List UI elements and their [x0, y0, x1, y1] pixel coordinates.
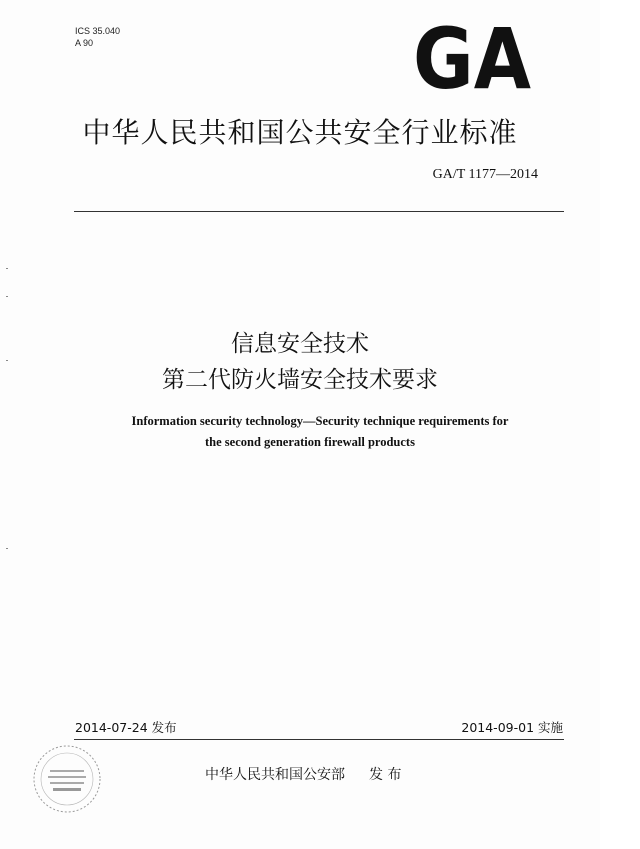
top-divider [74, 211, 564, 212]
publish-label: 发 布 [369, 767, 402, 783]
publisher-name: 中华人民共和国公安部 [205, 767, 345, 783]
ga-logo [412, 10, 532, 108]
publisher-line [205, 764, 401, 784]
scan-speck [6, 548, 8, 549]
ccs-code: A 90 [75, 38, 94, 48]
title-en-line2: the second generation firewall products [205, 435, 415, 449]
scan-speck [6, 360, 8, 361]
title-cn-line1: 信息安全技术 [231, 331, 369, 357]
ga-logo-text: GA [413, 10, 531, 108]
implementation-date: 2014-09-01 实施 [461, 720, 563, 735]
library-stamp-icon [28, 740, 106, 818]
title-en-line1: Information security technology—Security technique requirements for [131, 414, 509, 428]
scan-speck [6, 268, 8, 269]
standard-number: GA/T 1177—2014 [432, 167, 538, 182]
ics-code: ICS 35.040 [75, 26, 121, 36]
standard-type-heading: 中华人民共和国公共安全行业标准 [82, 116, 518, 149]
issue-date: 2014-07-24 发布 [75, 720, 177, 735]
scan-speck [6, 296, 8, 297]
bottom-divider [74, 739, 564, 740]
title-cn-line2: 第二代防火墙安全技术要求 [162, 367, 438, 393]
classification-codes [75, 25, 120, 49]
